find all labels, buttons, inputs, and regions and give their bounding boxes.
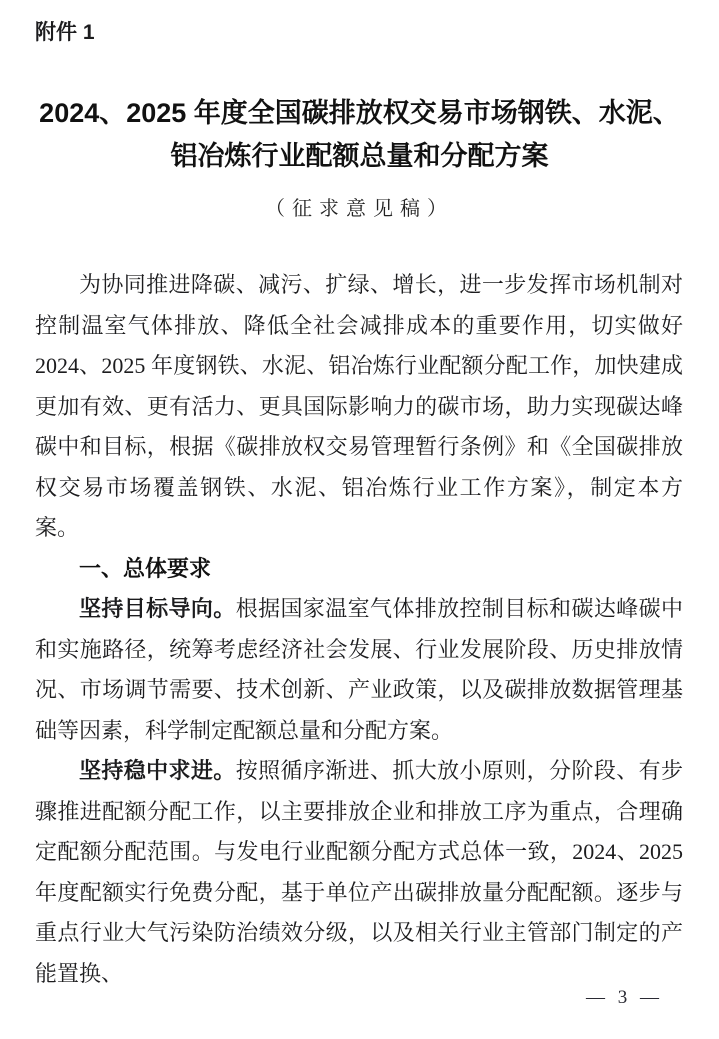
paragraph-steady-progress-lead: 坚持稳中求进。 [79,758,236,783]
attachment-label: 附件 1 [35,21,95,44]
document-title-line-2: 铝冶炼行业配额总量和分配方案 [170,141,549,171]
paragraph-steady-progress-text: 按照循序渐进、抓大放小原则，分阶段、有步骤推进配额分配工作，以主要排放企业和排放工序为重点，合理确定配额分配范围。与发电行业配额分配方式总体一致，2024、2025 年度配额实行免费分配，基于单位产出碳排放量分配配额。逐步与重点行业大气污染防治绩效分级，以及相关行业主管部门制定的产能置换、 [35,758,683,986]
paragraph-steady-progress [35,751,683,994]
paragraph-intro: 为协同推进降碳、减污、扩绿、增长，进一步发挥市场机制对控制温室气体排放、降低全社会减排成本的重要作用，切实做好 2024、2025 年度钢铁、水泥、铝冶炼行业配额分配工作，加快建成更加有效、更有活力、更具国际影响力的碳市场，助力实现碳达峰碳中和目标，根据《碳排放权交易管理暂行条例》和《全国碳排放权交易市场覆盖钢铁、水泥、铝冶炼行业工作方案》，制定本方案。 [35,272,683,540]
document-subtitle: （征求意见稿） [265,198,454,220]
document-title [30,92,689,178]
page-number: — 3 — [586,987,663,1008]
paragraph-goal-orientation-lead: 坚持目标导向。 [79,596,236,621]
document-body [35,265,683,994]
paragraph-goal-orientation [35,589,683,751]
section-heading-overall-requirements: 一、总体要求 [79,555,212,581]
document-title-line-1: 2024、2025 年度全国碳排放权交易市场钢铁、水泥、 [39,98,680,128]
paragraph-goal-orientation-text: 根据国家温室气体排放控制目标和碳达峰碳中和实施路径，统筹考虑经济社会发展、行业发展阶段、历史排放情况、市场调节需要、技术创新、产业政策，以及碳排放数据管理基础等因素，科学制定配额总量和分配方案。 [35,596,683,743]
